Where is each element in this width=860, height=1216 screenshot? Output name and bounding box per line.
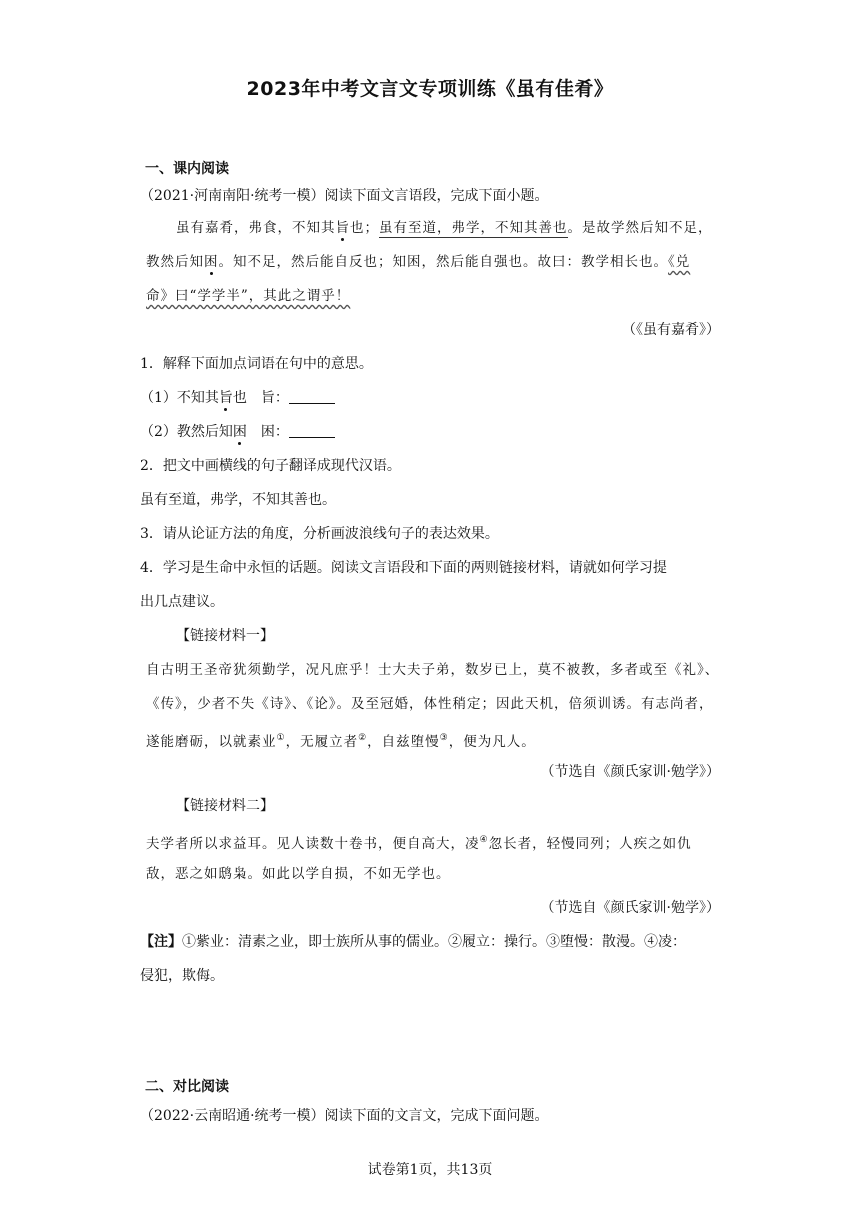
passage-line-1: 虽有嘉肴，弗食，不知其旨也；虽有至道，弗学，不知其善也。是故学然后知不足， [176, 220, 713, 236]
passage-source: （《虽有嘉肴》） [622, 322, 720, 338]
notes-line-1: 【注】①紫业：清素之业，即士族所从事的儒业。②履立：操行。③堕慢：散漫。④凌： [140, 934, 686, 950]
link-material-1-label: 【链接材料一】 [176, 628, 274, 644]
question-1: 1．解释下面加点词语在句中的意思。 [140, 356, 373, 372]
question-1-1: （1）不知其旨也 旨： [140, 388, 335, 408]
dotted-word-kun: 困 [204, 254, 219, 270]
question-2: 2．把文中画横线的句子翻译成现代汉语。 [140, 458, 401, 474]
footnote-mark: ① [276, 733, 286, 743]
link-material-2-line-2: 敌，恶之如鸱枭。如此以学自损，不如无学也。 [146, 866, 451, 882]
wavy-sentence-end: 命》曰“学学半”，其此之谓乎！ [146, 288, 351, 304]
footnote-mark: ④ [479, 835, 489, 845]
question-source-2: （2022·云南昭通·统考一模）阅读下面的文言文，完成下面问题。 [140, 1108, 549, 1124]
answer-blank[interactable] [289, 423, 335, 438]
footnote-mark: ③ [439, 733, 449, 743]
section-heading-1: 一、课内阅读 [145, 161, 229, 177]
link-material-2-source: （节选自《颜氏家训·勉学》） [540, 900, 720, 916]
question-4-line-2: 出几点建议。 [140, 594, 224, 610]
link-material-2-line-1: 夫学者所以求益耳。见人读数十卷书，便自高大，凌④忽长者，轻慢同列；人疾之如仇 [146, 835, 692, 852]
wavy-sentence-start: 《兑 [668, 254, 691, 270]
footnote-mark: ② [358, 733, 368, 743]
dotted-word-zhi: 旨 [335, 220, 350, 236]
question-2-sentence: 虽有至道，弗学，不知其善也。 [140, 492, 336, 508]
question-4-line-1: 4．学习是生命中永恒的话题。阅读文言语段和下面的两则链接材料，请就如何学习提 [140, 560, 667, 576]
underlined-sentence: 虽有至道，弗学，不知其善也 [379, 220, 568, 236]
page-footer: 试卷第1页，共13页 [367, 1162, 493, 1178]
link-material-1-line-1: 自古明王圣帝犹须勤学，况凡庶乎！士大夫子弟，数岁已上，莫不被教，多者或至《礼》、 [146, 662, 720, 678]
notes-label: 【注】 [140, 934, 182, 950]
passage-line-3 [146, 286, 350, 306]
question-3: 3．请从论证方法的角度，分析画波浪线句子的表达效果。 [140, 526, 499, 542]
page-title: 2023年中考文言文专项训练《虽有佳肴》 [246, 78, 614, 100]
answer-blank[interactable] [289, 389, 335, 404]
question-source-1: （2021·河南南阳·统考一模）阅读下面文言语段，完成下面小题。 [140, 188, 549, 204]
notes-line-2: 侵犯，欺侮。 [140, 968, 224, 984]
passage-line-2: 教然后知困。知不足，然后能自反也；知困，然后能自强也。故曰：教学相长也。《兑 [146, 254, 691, 270]
link-material-1-line-2: 《传》，少者不失《诗》、《论》。及至冠婚，体性稍定；因此天机，倍须训诱。有志尚者， [146, 696, 714, 712]
link-material-2-label: 【链接材料二】 [176, 798, 274, 814]
link-material-1-source: （节选自《颜氏家训·勉学》） [540, 764, 720, 780]
section-heading-2: 二、对比阅读 [145, 1079, 229, 1095]
question-1-2: （2）教然后知困 困： [140, 422, 335, 442]
link-material-1-line-3: 遂能磨砺，以就素业①，无履立者②，自兹堕慢③，便为凡人。 [146, 733, 536, 750]
